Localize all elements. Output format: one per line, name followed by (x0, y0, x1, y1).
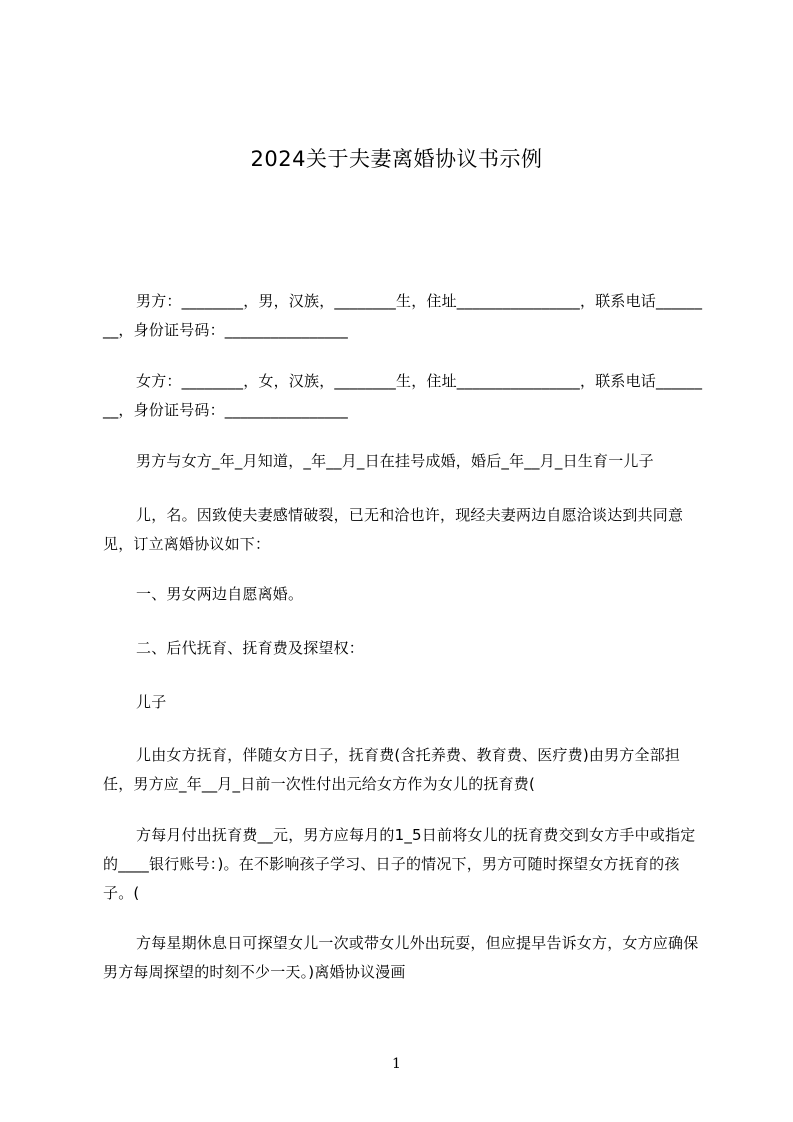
paragraph-female-party: 女方：________，女，汉族，________生，住址________________，联系电话________，身份证号码：________________ (103, 372, 703, 419)
page-number: 1 (392, 1056, 401, 1072)
paragraph-breakdown-reason: 儿，名。因致使夫妻感情破裂，已无和洽也许，现经夫妻两边自愿洽谈达到共同意见，订立离婚协议如下： (103, 506, 684, 553)
document-title: 2024关于夫妻离婚协议书示例 (250, 147, 543, 171)
paragraph-son: 儿子 (136, 693, 167, 711)
paragraph-visitation: 方每星期休息日可探望女儿一次或带女儿外出玩耍，但应提早告诉女方，女方应确保男方每周探望的时刻不少一天。)离婚协议漫画 (103, 934, 699, 981)
paragraph-child-support: 方每月付出抚育费__元，男方应每月的1_5日前将女儿的抚育费交到女方手中或指定的____银行账号：)。在不影响孩子学习、日子的情况下，男方可随时探望女方抚育的孩子。( (103, 826, 696, 902)
paragraph-male-party: 男方：________，男，汉族，________生，住址________________，联系电话________，身份证号码：________________ (103, 292, 703, 339)
paragraph-clause-1: 一、男女两边自愿离婚。 (136, 585, 304, 603)
paragraph-clause-2: 二、后代抚育、抚育费及探望权： (136, 639, 365, 657)
paragraph-marriage-info: 男方与女方_年_月知道，_年__月_日在挂号成婚，婚后_年__月_日生育一儿子 (136, 452, 654, 470)
paragraph-custody: 儿由女方抚育，伴随女方日子，抚育费(含托养费、教育费、医疗费)由男方全部担任，男方应_年__月_日前一次性付出元给女方作为女儿的抚育费( (103, 746, 681, 793)
